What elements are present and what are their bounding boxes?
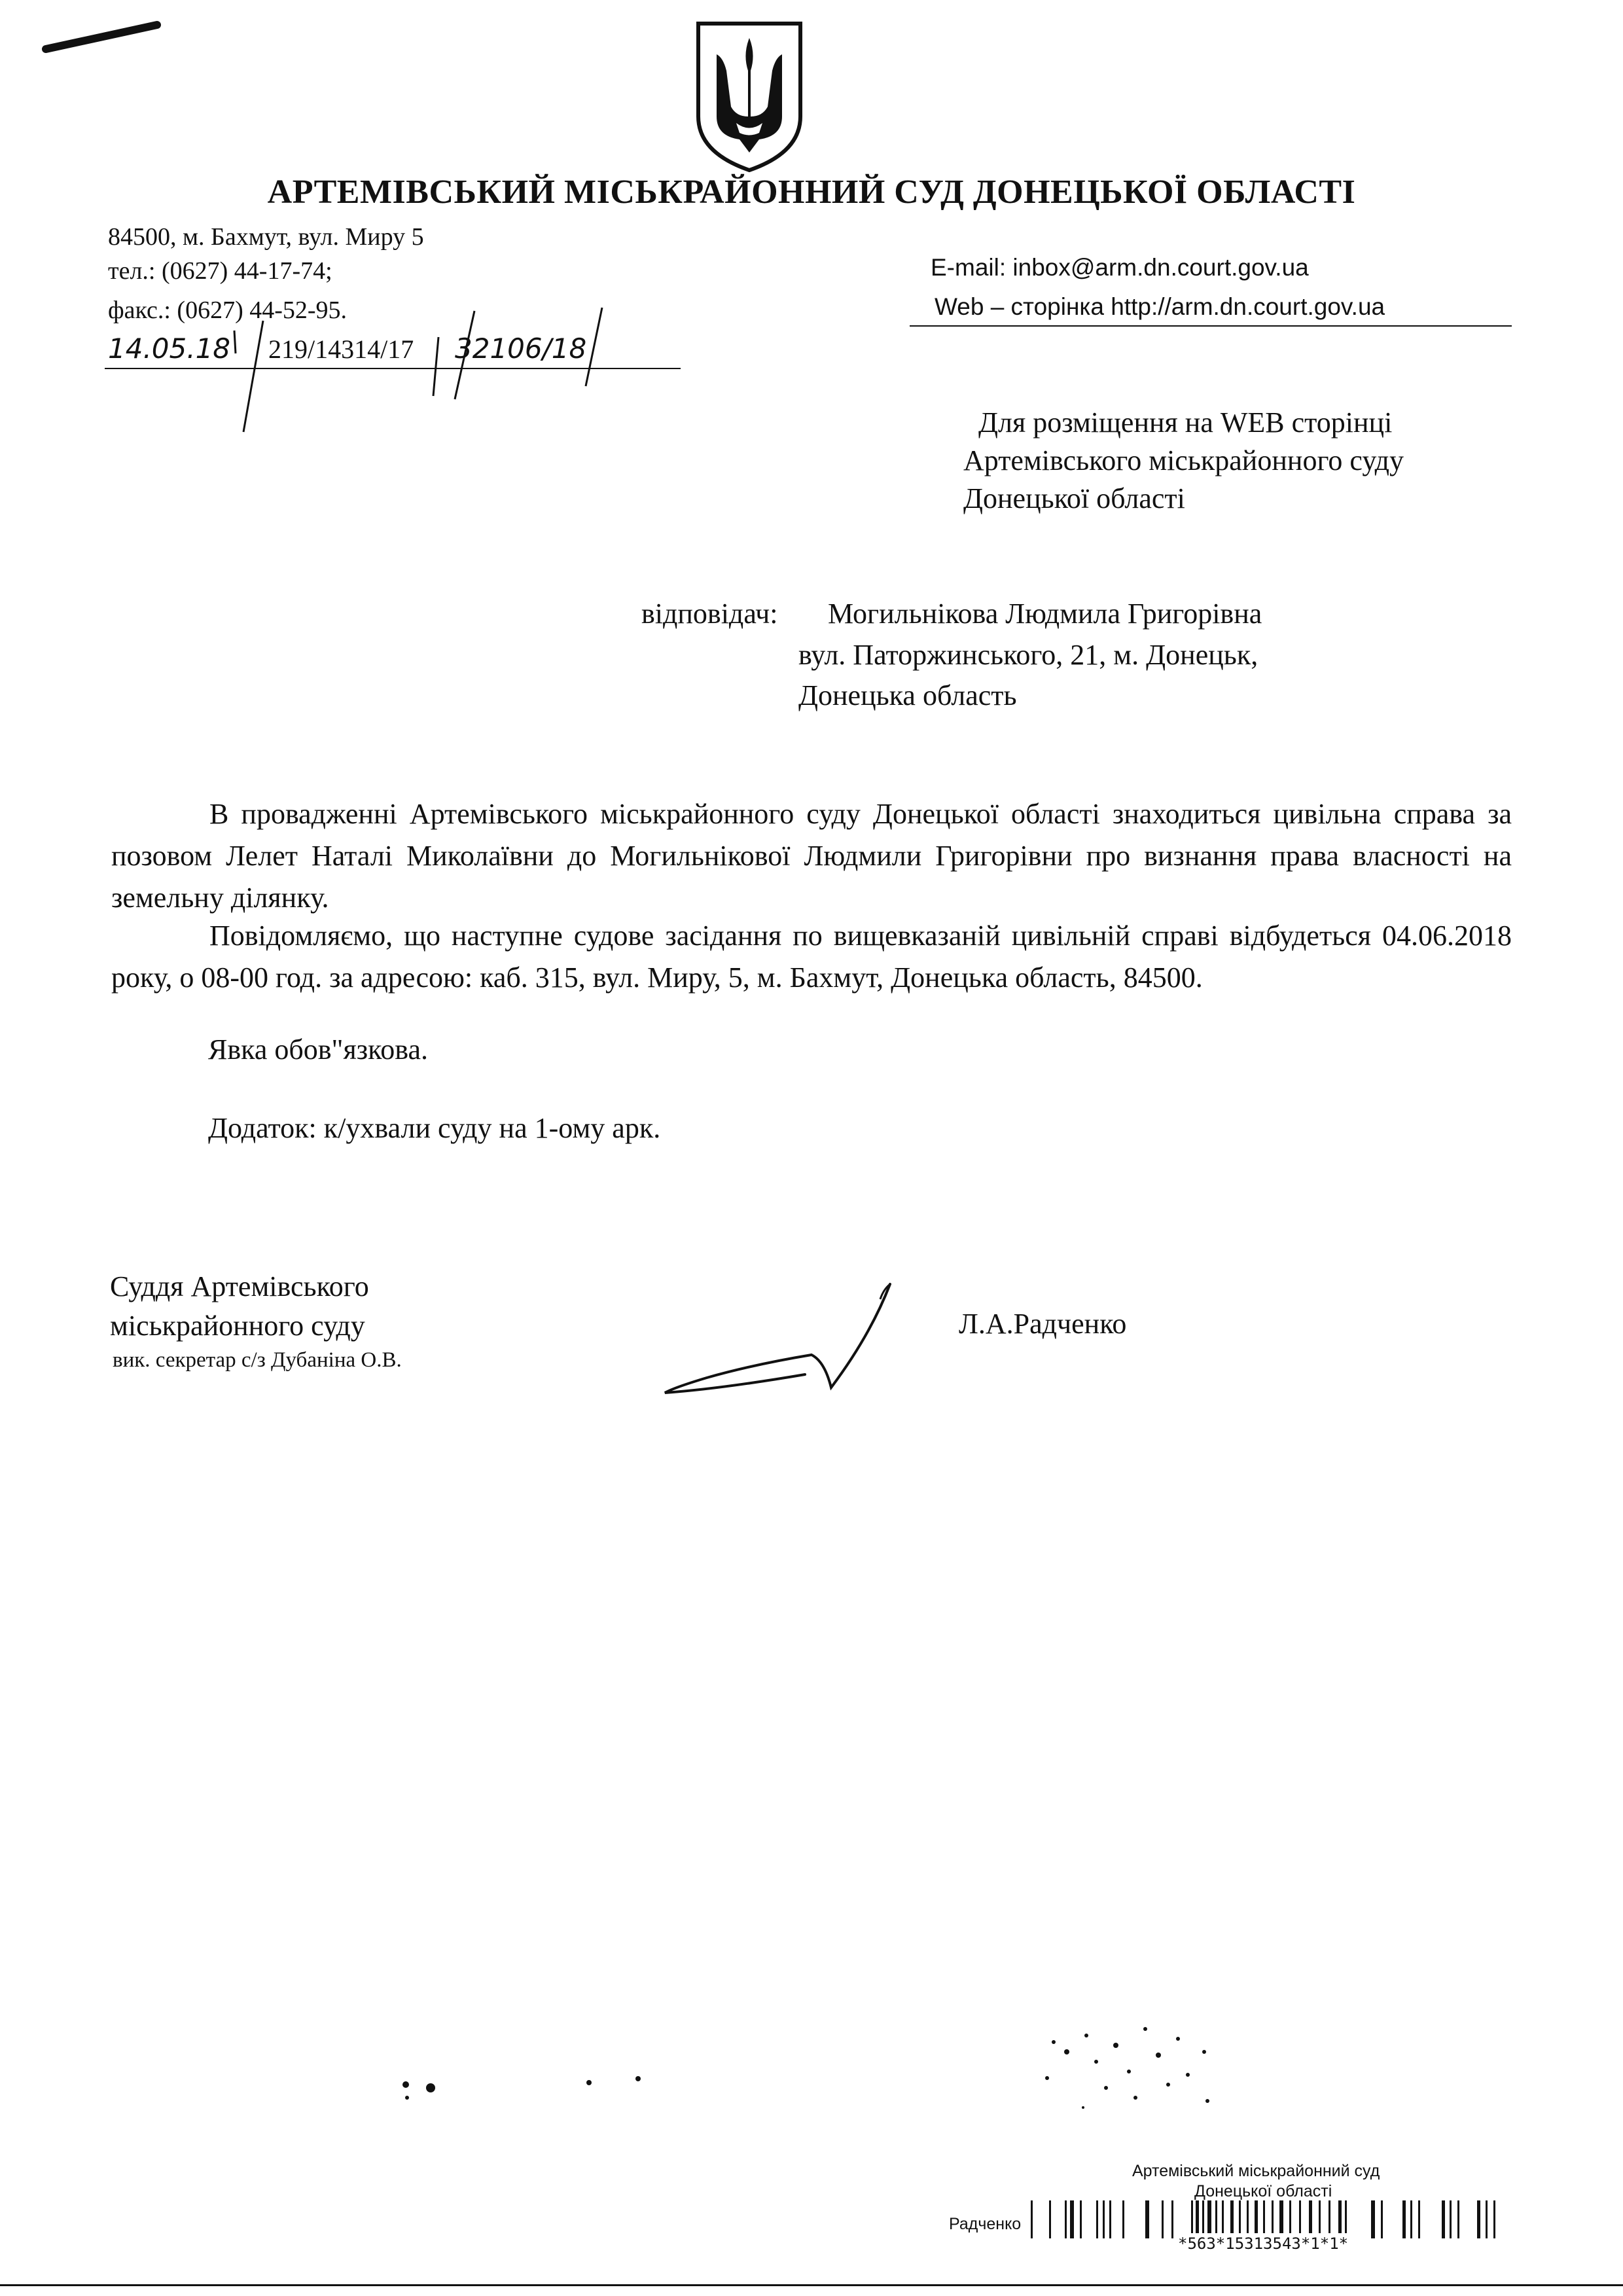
scan-speckles [393,2016,1309,2134]
header-rule [910,325,1512,327]
respondent-address-1: вул. Паторжинського, 21, м. Донецьк, [798,639,1258,671]
footer-signer: Радченко [949,2215,1022,2233]
recipient-line-1: Для розміщення на WEB сторінці [978,406,1393,439]
respondent-address-2: Донецька область [798,679,1017,711]
footer-court-line-1: Артемівський міськрайонний суд [1132,2162,1380,2180]
court-name: АРТЕМІВСЬКИЙ МІСЬКРАЙОННИЙ СУД ДОНЕЦЬКОЇ ОБЛАСТІ [267,173,1356,211]
signature-title-1: Суддя Артемівського [110,1270,369,1302]
court-website: Web – сторінка http://arm.dn.court.gov.ua [935,293,1385,320]
handwritten-signature [654,1276,916,1427]
attachment-note: Додаток: к/ухвали суду на 1-ому арк. [208,1112,661,1144]
scan-mark [39,13,170,52]
barcode [1031,2200,1515,2240]
respondent-name: Могильнікова Людмила Григорівна [828,598,1262,630]
footer-court-line-2: Донецької області [1194,2182,1332,2200]
court-phone: тел.: (0627) 44-17-74; [108,257,332,285]
court-address: 84500, м. Бахмут, вул. Миру 5 [108,223,424,251]
court-email: E-mail: inbox@arm.dn.court.gov.ua [931,254,1309,281]
recipient-line-2: Артемівського міськрайонного суду [963,444,1404,476]
case-number: 219/14314/17 [268,334,414,364]
outgoing-number-handwritten: 32106/18 [455,332,587,365]
secretary-line: вик. секретар с/з Дубаніна О.В. [113,1348,402,1372]
recipient-line-3: Донецької області [963,482,1185,514]
body-paragraph-3: Явка обов"язкова. [208,1033,428,1066]
judge-name: Л.А.Радченко [959,1308,1127,1340]
page-bottom-edge [0,2284,1623,2286]
court-fax: факс.: (0627) 44-52-95. [108,296,348,324]
body-paragraph-1: В провадженні Артемівського міськрайонного суду Донецької області знаходиться цивільна справа за позовом Лелет Наталі Миколаївни до Могильнікової Людмили Григорівни про визнання права власності на земельну ділянку. [111,798,1512,914]
trident-coat-of-arms-icon [690,18,808,175]
signature-title-2: міськрайонного суду [110,1310,365,1342]
body-paragraph-2: Повідомляємо, що наступне судове засідання по вищевказаній цивільній справі відбудеться 04.06.2018 року, о 08-00 год. за адресою: каб. 315, вул. Миру, 5, м. Бахмут, Донецька область, 84500. [111,920,1512,994]
outgoing-date-handwritten: 14.05.18 [108,332,231,365]
barcode-number: *563*15313543*1*1* [1178,2234,1349,2253]
respondent-label: відповідач: [641,598,778,630]
reference-slashes [223,301,681,432]
